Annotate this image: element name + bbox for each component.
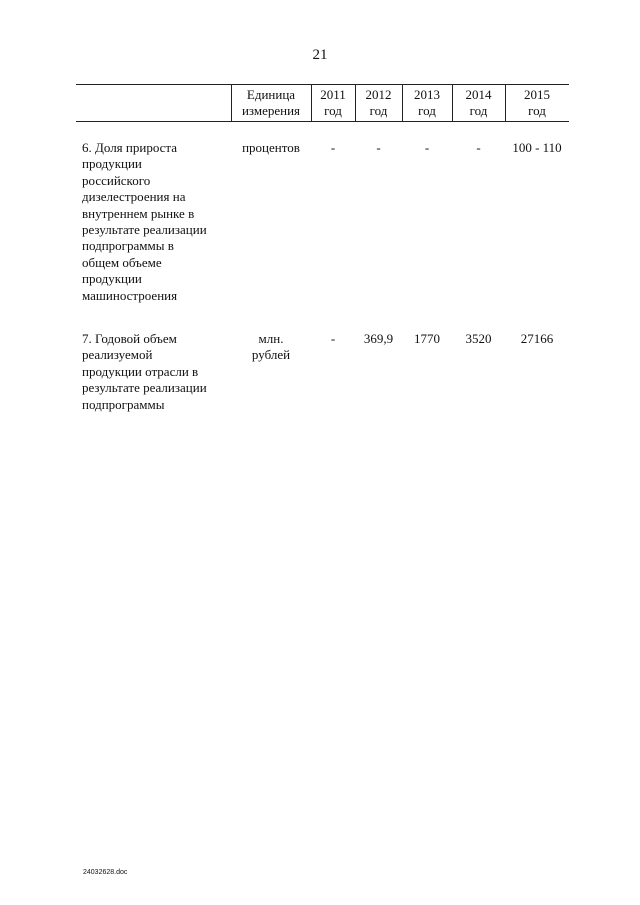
header-text: год <box>469 103 488 118</box>
row-label-line: 6. Доля прироста <box>82 140 178 155</box>
row-label-line: подпрограммы <box>82 396 165 412</box>
row-6-value-2011: - <box>330 140 336 155</box>
row-7-value-2011: - <box>330 331 336 346</box>
row-label-line: дизелестроения на <box>82 189 186 205</box>
row-6-value-2014: - <box>476 140 481 155</box>
row-7-value-2013: 1770 <box>414 331 440 346</box>
row-label-line: внутреннем рынке в <box>82 205 195 221</box>
header-year-2014 <box>452 87 505 119</box>
header-text: 2014 <box>465 87 492 102</box>
document-footer-filename: 24032628.doc <box>83 869 128 876</box>
header-text: измерения <box>241 103 301 118</box>
row-6-unit: процентов <box>242 140 300 155</box>
row-6-value-2012: - <box>376 140 381 155</box>
row-7-unit-line: рублей <box>251 347 291 362</box>
table-header-rule <box>76 121 569 122</box>
header-year-2013 <box>402 87 452 119</box>
header-text: Единица <box>246 87 296 102</box>
row-6-value-2015: 100 - 110 <box>512 140 562 155</box>
row-label-line: результате реализации <box>82 222 207 238</box>
row-label-line: продукции <box>82 156 142 172</box>
row-label-line: машиностроения <box>82 287 178 303</box>
header-text: 2015 <box>524 87 550 102</box>
header-year-2015 <box>505 87 569 119</box>
header-text: год <box>418 103 436 118</box>
table-top-rule <box>76 84 569 85</box>
row-7-unit <box>231 331 311 363</box>
row-label-6 <box>82 140 232 304</box>
header-year-2011 <box>311 87 355 119</box>
header-text: 2011 <box>320 87 346 102</box>
row-label-line: 7. Годовой объем <box>82 331 177 346</box>
header-text: 2013 <box>414 87 440 102</box>
row-6-value-2013: - <box>424 140 430 155</box>
row-label-line: российского <box>82 172 151 188</box>
row-label-line: продукции отрасли в <box>82 363 199 379</box>
header-unit <box>231 87 311 119</box>
header-year-2012 <box>355 87 402 119</box>
row-7-value-2015: 27166 <box>520 331 554 346</box>
row-label-line: подпрограммы в <box>82 238 174 254</box>
page-number: 21 <box>312 47 328 63</box>
row-label-7 <box>82 331 232 413</box>
row-label-line: результате реализации <box>82 380 207 396</box>
row-7-unit-line: млн. <box>258 331 284 346</box>
header-text: год <box>369 103 388 118</box>
header-text: год <box>528 103 546 118</box>
header-text: год <box>324 103 342 118</box>
row-label-line: общем объеме <box>82 254 162 270</box>
row-label-line: реализуемой <box>82 347 153 363</box>
header-text: 2012 <box>365 87 392 102</box>
row-label-line: продукции <box>82 271 142 287</box>
row-7-value-2012: 369,9 <box>363 331 394 346</box>
row-7-value-2014: 3520 <box>465 331 492 346</box>
